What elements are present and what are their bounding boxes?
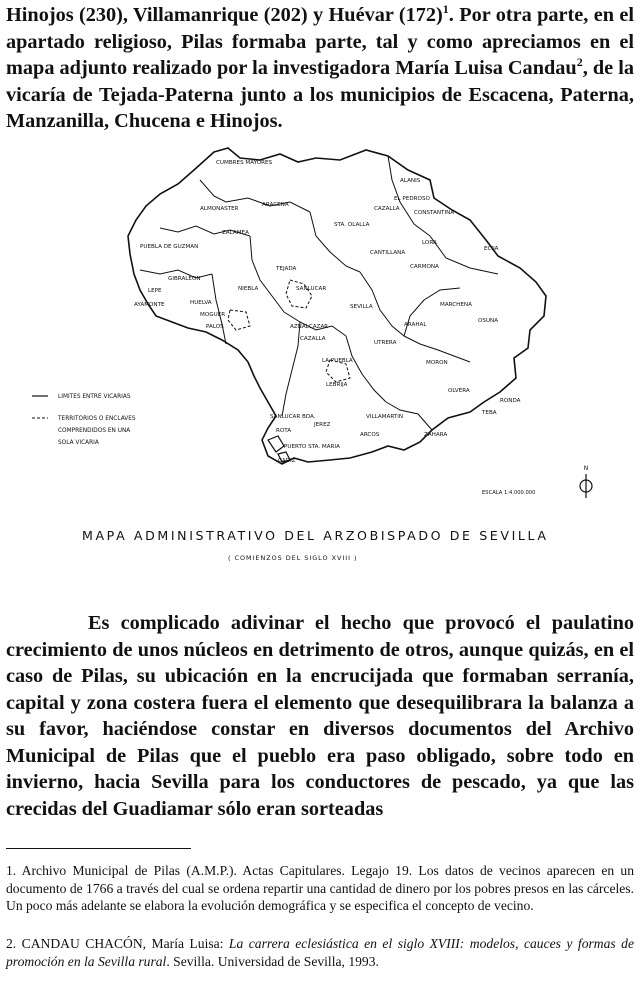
label-utrera: UTRERA — [374, 340, 397, 346]
label-lora: LORA — [422, 240, 437, 246]
legend-vicarias: LIMITES ENTRE VICARIAS — [58, 394, 131, 400]
intro-text-2: . Por otra parte, en el apartado religioso, Pilas formaba parte, tal y como apreciamos en el mapa adjunto realizado por la investigadora María Luisa Candau — [6, 4, 634, 79]
label-moron: MORON — [426, 360, 448, 366]
label-lepe: LEPE — [148, 288, 162, 294]
body-paragraph — [6, 610, 634, 822]
label-ayamonte: AYAMONTE — [134, 302, 165, 308]
label-lebrija: LEBRIJA — [326, 382, 348, 388]
label-zalamea: ZALAMEA — [222, 230, 249, 236]
label-el-pedroso: EL PEDROSO — [394, 196, 430, 202]
label-moguer: MOGUER — [200, 312, 226, 318]
label-teba: TEBA — [482, 410, 497, 416]
label-palos: PALOS — [206, 324, 224, 330]
map-legend — [32, 394, 136, 446]
label-sanlucar: SANLUCAR — [296, 286, 327, 292]
label-puerto-sta-maria: PUERTO STA. MARIA — [284, 444, 340, 450]
label-marchena: MARCHENA — [440, 302, 472, 308]
label-cazalla-2: CAZALLA — [300, 336, 326, 342]
label-ecija: ECIJA — [484, 246, 499, 252]
footnote-1: 1. Archivo Municipal de Pilas (A.M.P.). Actas Capitulares. Legajo 19. Los datos de vecinos aparecen en un documento de 1766 a través del cual se ordena repartir una cantidad de dinero por los pobres presos en las cárceles. Un poco más adelante se elabora la evolución demográfica y se especifica el concepto de vecino. — [6, 863, 634, 913]
archdiocese-map — [0, 140, 641, 590]
label-rota: ROTA — [276, 428, 292, 434]
legend-enclaves-1: TERRITORIOS O ENCLAVES — [58, 416, 136, 422]
label-aracena: ARACENA — [262, 202, 289, 208]
label-osuna: OSUNA — [478, 318, 499, 324]
intro-text-3: , de la vicaría de Tejada-Paterna junto a los municipios de Escacena, Paterna, Manzanilla, Chucena e Hinojos. — [6, 57, 634, 132]
footnote-2-publisher: . Sevilla. Universidad de Sevilla, 1993. — [166, 953, 379, 969]
map-title: MAPA ADMINISTRATIVO DEL ARZOBISPADO DE SEVILLA — [82, 528, 549, 543]
footnote-ref-2[interactable]: 2 — [576, 55, 583, 70]
label-cadiz: CADIZ — [278, 458, 296, 464]
footnote-ref-1[interactable]: 1 — [442, 2, 449, 17]
label-puebla-guzman: PUEBLA DE GUZMAN — [140, 244, 199, 250]
label-olvera: OLVERA — [448, 388, 470, 394]
label-niebla: NIEBLA — [238, 286, 259, 292]
label-cumbres: CUMBRES MAYORES — [216, 160, 273, 166]
north-arrow-icon — [580, 465, 592, 498]
label-huelva: HUELVA — [190, 300, 212, 306]
vicaria-boundaries — [140, 156, 498, 430]
north-letter: N — [583, 465, 589, 472]
footnote-2-author: 2. CANDAU CHACÓN, María Luisa: — [6, 936, 229, 951]
label-ronda: RONDA — [500, 398, 521, 404]
legend-enclaves-2: COMPRENDIDOS EN UNA — [58, 428, 131, 434]
label-arcos: ARCOS — [360, 432, 380, 438]
label-cazalla: CAZALLA — [374, 206, 400, 212]
label-almonaster: ALMONASTER — [200, 206, 239, 212]
map-scale: ESCALA 1:4.000.000 — [482, 490, 536, 496]
enclave-lines — [228, 280, 350, 382]
footnote-rule — [6, 848, 191, 849]
label-sevilla: SEVILLA — [350, 304, 373, 310]
label-jerez: JEREZ — [314, 422, 331, 428]
label-arahal: ARAHAL — [404, 322, 427, 328]
map-subtitle: ( COMIENZOS DEL SIGLO XVIII ) — [228, 554, 358, 562]
label-constantina: CONSTANTINA — [414, 210, 455, 216]
label-tejada: TEJADA — [276, 266, 297, 272]
label-carmona: CARMONA — [410, 264, 439, 270]
label-aznalcazar: AZNALCAZAR — [290, 324, 329, 330]
footnote-2-title: La carrera eclesiástica en el siglo XVIII: modelos, cauces y formas de promoción en la Sevilla rural — [6, 936, 634, 969]
label-alanis: ALANIS — [400, 178, 421, 184]
label-gibraleon: GIBRALEON — [168, 276, 201, 282]
map-figure — [0, 140, 641, 590]
map-outline — [128, 148, 546, 464]
label-sanlucar-bda: SANLUCAR BDA. — [270, 414, 316, 420]
legend-enclaves-3: SOLA VICARIA — [58, 440, 99, 446]
label-la-puebla: LA PUEBLA — [322, 358, 353, 364]
body-text: Es complicado adivinar el hecho que provocó el paulatino crecimiento de unos núcleos en detrimento de otros, aunque quizás, en el caso de Pilas, su ubicación en la encrucijada que formaban serranía, capital y zona costera fuera el elemento que desequilibrara la balanza a su favor, haciéndose constar en diversos documentos del Archivo Municipal de Pilas que el pueblo era paso obligado, sobre todo en invierno, hacia Sevilla para los conductores de pescado, ya que las crecidas del Guadiamar sólo eran sorteadas — [6, 612, 634, 820]
place-labels — [134, 160, 521, 464]
label-sta-olalla: STA. OLALLA — [334, 222, 370, 228]
label-zahara: ZAHARA — [424, 432, 448, 438]
label-villamartin: VILLAMARTIN — [366, 414, 404, 420]
intro-paragraph — [6, 2, 634, 135]
label-cantillana: CANTILLANA — [370, 250, 406, 256]
intro-text-1: Hinojos (230), Villamanrique (202) y Huévar (172) — [6, 4, 443, 26]
footnote-2 — [6, 935, 634, 970]
